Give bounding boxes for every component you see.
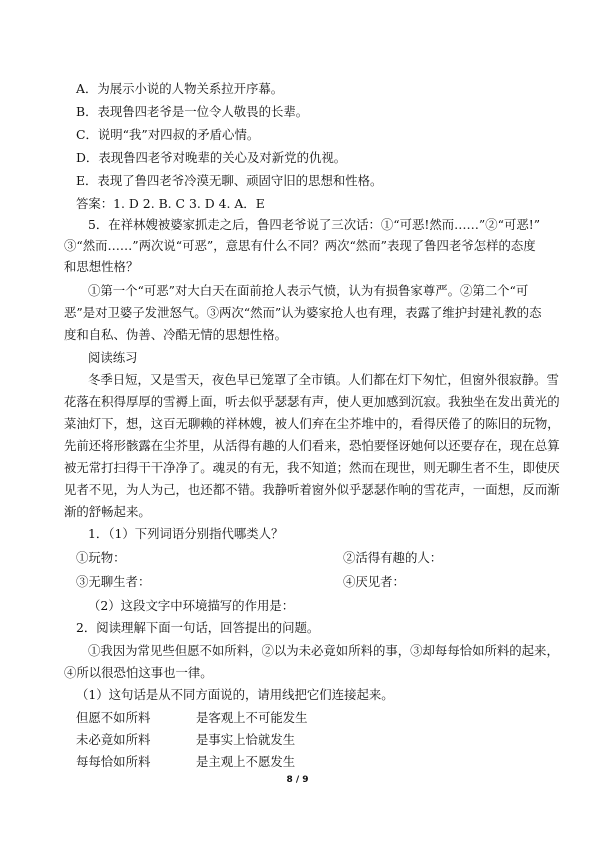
- q5-line-3: 和思想性格？: [64, 259, 139, 274]
- q2-sentence-line-1: ①我因为常见些但愿不如所料，②以为未必竟如所料的事，③却每每恰如所料的起来，: [88, 643, 559, 658]
- option-c: C．说明“我”对四叔的矛盾心情。: [76, 127, 260, 142]
- match-right-3: 是主观上不愿发生: [196, 754, 296, 769]
- reading-title: 阅读练习: [88, 350, 138, 365]
- q2-sub1: （1）这句话是从不同方面说的，请用线把它们连接起来。: [76, 687, 394, 702]
- q1-item-2: ②活得有趣的人：: [343, 550, 443, 565]
- match-right-1: 是客观上不可能发生: [196, 710, 308, 725]
- match-right-2: 是事实上恰就发生: [196, 732, 296, 747]
- q2-sentence-line-2: ④所以很恐怕这事也一律。: [64, 665, 213, 680]
- q5-answer-line-3: 度和自私、伪善、冷酷无情的思想性格。: [64, 327, 288, 342]
- q2-title: 2．阅读理解下面一句话，回答提出的问题。: [76, 620, 320, 635]
- passage-line-1: 冬季日短，又是雪天，夜色早已笼罩了全市镇。人们都在灯下匆忙，但窗外很寂静。雪: [88, 372, 559, 387]
- passage-line-2: 花落在积得厚厚的雪褥上面，听去似乎瑟瑟有声，使人更加感到沉寂。我独坐在发出黄光的: [64, 394, 560, 409]
- q5-line-1: 5．在祥林嫂被婆家抓走之后，鲁四老爷说了三次话：①“可恶!然而……”②“可恶!”: [88, 217, 541, 232]
- option-e: E．表现了鲁四老爷冷漠无聊、顽固守旧的思想和性格。: [76, 173, 383, 188]
- passage-line-6: 见者不见，为人为己，也还都不错。我静听着窗外似乎瑟瑟作响的雪花声，一面想，反而渐: [64, 482, 560, 497]
- option-d: D．表现鲁四老爷对晚辈的关心及对新党的仇视。: [76, 150, 347, 165]
- match-left-2: 未必竟如所料: [76, 732, 151, 747]
- q5-answer-line-1: ①第一个“可恶”对大白天在面前抢人表示气愤，认为有损鲁家尊严。②第二个“可: [88, 283, 529, 298]
- q5-line-2: ③“然而……”两次说“可恶”，意思有什么不同？两次“然而”表现了鲁四老爷怎样的态度: [64, 238, 536, 253]
- option-b: B．表现鲁四老爷是一位令人敬畏的长辈。: [76, 104, 309, 119]
- answer-line: 答案：1. D 2. B. C 3. D 4. A．E: [76, 196, 265, 211]
- q1-item-1: ①玩物：: [76, 550, 126, 565]
- passage-line-4: 先前还将形骸露在尘芥里，从活得有趣的人们看来，恐怕要怪讶她何以还要存在，现在总算: [64, 438, 560, 453]
- page-number: 8 / 9: [286, 775, 309, 785]
- q5-answer-line-2: 恶”是对卫婆子发泄怒气。③两次“然而”认为婆家抢人也有理，表露了维护封建礼教的态: [64, 305, 542, 320]
- q1-item-4: ④厌见者：: [343, 574, 405, 589]
- match-left-3: 每每恰如所料: [76, 754, 151, 769]
- q1-sub2: （2）这段文字中环境描写的作用是：: [88, 598, 295, 613]
- q1-item-3: ③无聊生者：: [76, 574, 151, 589]
- passage-line-7: 渐的舒畅起来。: [64, 504, 151, 519]
- passage-line-5: 被无常打扫得干干净净了。魂灵的有无，我不知道；然而在现世，则无聊生者不生，即使厌: [64, 460, 560, 475]
- match-left-1: 但愿不如所料: [76, 710, 151, 725]
- passage-line-3: 菜油灯下，想，这百无聊赖的祥林嫂，被人们弃在尘芥堆中的，看得厌倦了的陈旧的玩物，: [64, 416, 560, 431]
- option-a: A．为展示小说的人物关系拉开序幕。: [76, 81, 284, 96]
- q1-title: 1．（1）下列词语分别指代哪类人？: [88, 526, 284, 541]
